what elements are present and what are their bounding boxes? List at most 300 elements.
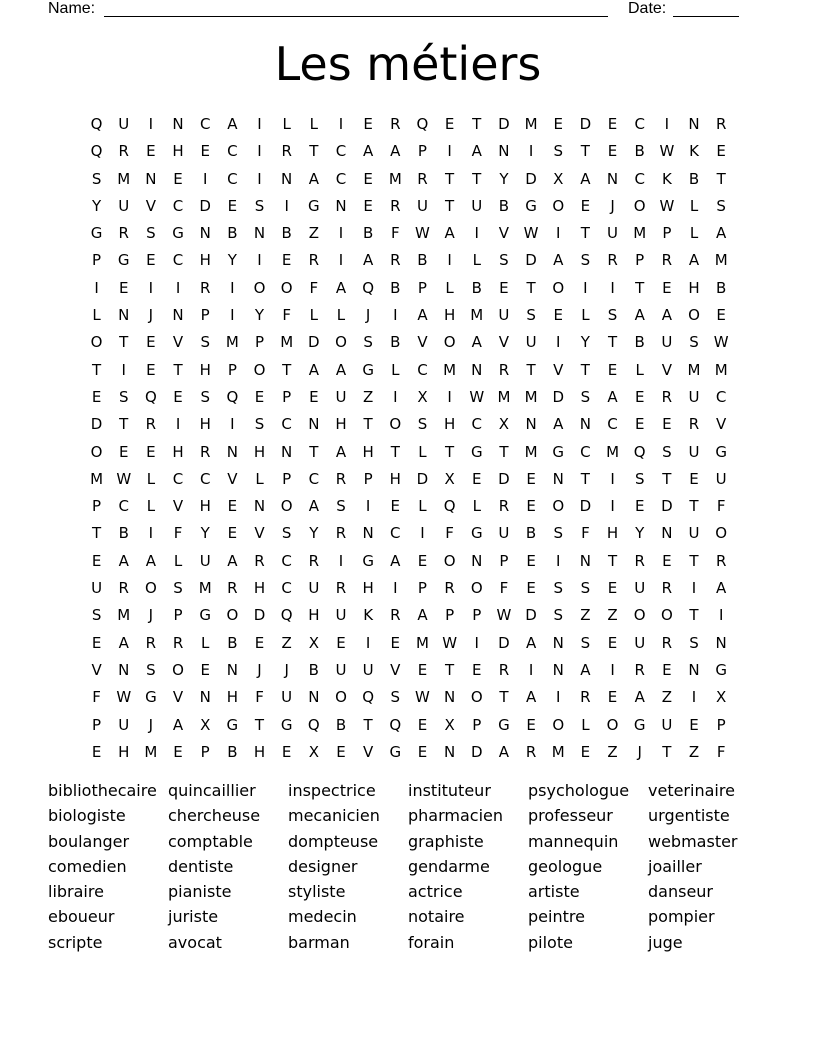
grid-cell[interactable]: E [662,415,672,434]
grid-cell[interactable]: I [610,497,615,516]
grid-cell[interactable]: R [661,633,673,652]
grid-cell[interactable]: P [417,579,427,598]
grid-cell[interactable]: S [580,251,591,270]
grid-cell[interactable]: A [525,633,537,652]
grid-cell[interactable]: M [687,360,701,379]
grid-cell[interactable]: T [445,169,455,188]
grid-cell[interactable]: E [634,387,645,406]
grid-cell[interactable]: L [173,551,183,570]
grid-cell[interactable]: C [335,142,347,161]
grid-cell[interactable]: J [610,196,615,215]
grid-cell[interactable]: I [474,633,479,652]
grid-cell[interactable]: Y [499,169,509,188]
grid-cell[interactable]: I [556,333,561,352]
grid-cell[interactable]: S [254,196,265,215]
grid-cell[interactable]: S [200,387,210,406]
grid-cell[interactable]: Y [309,524,319,543]
grid-cell[interactable]: P [173,606,183,625]
grid-cell[interactable]: H [335,415,347,434]
grid-cell[interactable]: R [634,551,645,570]
grid-cell[interactable]: S [526,306,536,325]
grid-cell[interactable]: Q [90,142,103,161]
grid-cell[interactable]: X [417,387,428,406]
grid-cell[interactable]: B [335,715,347,734]
grid-cell[interactable]: A [335,278,347,297]
grid-cell[interactable]: R [335,579,347,598]
grid-cell[interactable]: Z [308,224,319,243]
grid-cell[interactable]: S [607,306,618,325]
grid-cell[interactable]: A [471,142,482,161]
grid-cell[interactable]: W [713,333,729,352]
grid-cell[interactable]: U [281,688,293,707]
grid-cell[interactable]: G [90,224,103,243]
grid-cell[interactable]: N [199,224,211,243]
grid-cell[interactable]: A [417,306,428,325]
grid-cell[interactable]: N [199,688,211,707]
grid-cell[interactable]: E [499,278,509,297]
grid-cell[interactable]: L [201,633,210,652]
grid-cell[interactable]: D [498,469,510,488]
grid-cell[interactable]: L [472,251,481,270]
grid-cell[interactable]: L [418,497,427,516]
grid-cell[interactable]: U [118,196,130,215]
grid-cell[interactable]: W [496,606,512,625]
grid-cell[interactable]: B [308,660,319,679]
grid-cell[interactable]: A [363,142,374,161]
grid-cell[interactable]: E [146,360,156,379]
grid-cell[interactable]: L [418,442,427,461]
grid-cell[interactable]: N [471,551,483,570]
grid-cell[interactable]: S [689,633,699,652]
grid-cell[interactable]: R [145,633,157,652]
grid-cell[interactable]: N [226,442,238,461]
grid-cell[interactable]: F [499,579,509,598]
grid-cell[interactable]: U [607,224,619,243]
grid-cell[interactable]: X [308,742,319,761]
grid-cell[interactable]: T [635,278,645,297]
grid-cell[interactable]: J [148,715,154,734]
grid-cell[interactable]: M [443,360,457,379]
grid-cell[interactable]: E [607,688,618,707]
grid-cell[interactable]: H [253,742,266,761]
grid-cell[interactable]: Z [363,387,374,406]
grid-cell[interactable]: H [199,360,211,379]
grid-cell[interactable]: C [634,169,645,188]
grid-cell[interactable]: U [335,387,347,406]
grid-cell[interactable]: N [688,115,700,133]
grid-cell[interactable]: A [335,360,347,379]
grid-cell[interactable]: X [716,688,727,707]
grid-cell[interactable]: S [281,524,292,543]
grid-cell[interactable]: O [389,415,402,434]
grid-cell[interactable]: R [199,278,211,297]
grid-cell[interactable]: L [635,360,644,379]
grid-cell[interactable]: D [579,115,592,133]
grid-cell[interactable]: V [172,333,184,352]
grid-cell[interactable]: K [661,169,672,188]
grid-cell[interactable]: Y [635,524,645,543]
grid-cell[interactable]: A [688,251,700,270]
grid-cell[interactable]: T [472,169,482,188]
grid-cell[interactable]: S [118,387,129,406]
grid-cell[interactable]: E [689,469,699,488]
grid-cell[interactable]: L [472,497,481,516]
grid-cell[interactable]: F [390,224,400,243]
grid-cell[interactable]: D [552,387,565,406]
grid-cell[interactable]: O [443,551,456,570]
grid-cell[interactable]: R [335,524,347,543]
grid-cell[interactable]: N [172,115,184,133]
grid-cell[interactable]: A [390,551,401,570]
grid-cell[interactable]: B [417,251,428,270]
grid-cell[interactable]: U [416,196,428,215]
grid-cell[interactable]: F [716,497,726,516]
grid-cell[interactable]: G [633,715,646,734]
grid-cell[interactable]: W [659,142,675,161]
grid-cell[interactable]: P [472,715,482,734]
grid-cell[interactable]: S [580,579,591,598]
grid-cell[interactable]: I [202,169,208,188]
grid-cell[interactable]: I [121,360,126,379]
grid-cell[interactable]: V [172,688,184,707]
grid-cell[interactable]: C [607,415,618,434]
grid-cell[interactable]: L [146,497,156,516]
grid-cell[interactable]: E [281,251,292,270]
grid-cell[interactable]: E [227,196,238,215]
grid-cell[interactable]: G [470,442,483,461]
grid-cell[interactable]: L [445,278,454,297]
grid-cell[interactable]: O [552,715,565,734]
grid-cell[interactable]: E [363,169,373,188]
grid-cell[interactable]: Z [607,606,618,625]
grid-cell[interactable]: I [474,224,479,243]
grid-cell[interactable]: E [417,715,428,734]
grid-cell[interactable]: O [633,196,646,215]
grid-cell[interactable]: E [390,497,401,516]
grid-cell[interactable]: T [499,442,509,461]
grid-cell[interactable]: D [498,115,510,133]
grid-cell[interactable]: T [580,142,590,161]
grid-cell[interactable]: M [633,224,647,243]
grid-cell[interactable]: A [634,306,645,325]
grid-cell[interactable]: R [254,551,265,570]
grid-cell[interactable]: C [715,387,727,406]
grid-cell[interactable]: R [607,251,618,270]
grid-cell[interactable]: E [91,387,102,406]
grid-cell[interactable]: H [443,415,456,434]
grid-cell[interactable]: E [146,142,156,161]
grid-cell[interactable]: R [118,579,129,598]
grid-cell[interactable]: I [338,551,344,570]
grid-cell[interactable]: B [716,278,727,297]
grid-cell[interactable]: B [362,224,374,243]
grid-cell[interactable]: V [254,524,265,543]
grid-cell[interactable]: B [227,742,238,761]
grid-cell[interactable]: R [308,551,320,570]
grid-cell[interactable]: A [444,224,455,243]
grid-cell[interactable]: H [118,742,130,761]
grid-cell[interactable]: P [363,469,373,488]
grid-cell[interactable]: T [309,442,319,461]
grid-cell[interactable]: R [634,660,645,679]
grid-cell[interactable]: G [715,442,727,461]
grid-cell[interactable]: G [470,524,483,543]
grid-cell[interactable]: B [634,333,645,352]
grid-cell[interactable]: R [688,415,700,434]
grid-cell[interactable]: S [580,633,591,652]
grid-cell[interactable]: U [362,660,374,679]
grid-cell[interactable]: M [606,442,620,461]
grid-cell[interactable]: A [580,169,591,188]
grid-cell[interactable]: T [309,142,319,161]
grid-cell[interactable]: V [145,196,157,215]
grid-cell[interactable]: R [498,660,510,679]
grid-cell[interactable]: M [524,115,538,133]
grid-cell[interactable]: S [200,333,210,352]
grid-cell[interactable]: N [253,224,266,243]
grid-cell[interactable]: O [688,306,700,325]
grid-cell[interactable]: P [200,742,210,761]
grid-cell[interactable]: X [444,715,455,734]
grid-cell[interactable]: N [362,524,374,543]
grid-cell[interactable]: F [581,524,590,543]
grid-cell[interactable]: G [525,196,537,215]
grid-cell[interactable]: G [117,251,130,270]
grid-cell[interactable]: U [471,196,483,215]
grid-cell[interactable]: C [634,115,645,133]
grid-cell[interactable]: E [118,442,129,461]
grid-cell[interactable]: E [526,469,536,488]
grid-cell[interactable]: R [199,442,211,461]
grid-cell[interactable]: L [309,115,318,133]
grid-cell[interactable]: R [145,415,157,434]
grid-cell[interactable]: U [199,551,211,570]
grid-cell[interactable]: N [118,660,130,679]
grid-cell[interactable]: T [173,360,183,379]
grid-cell[interactable]: I [230,306,235,325]
grid-cell[interactable]: Q [307,715,320,734]
grid-cell[interactable]: N [443,688,456,707]
grid-cell[interactable]: D [579,497,592,516]
grid-cell[interactable]: H [253,579,266,598]
grid-cell[interactable]: I [610,660,615,679]
grid-cell[interactable]: G [308,196,320,215]
grid-cell[interactable]: C [471,415,482,434]
grid-cell[interactable]: I [393,387,398,406]
grid-cell[interactable]: M [714,251,728,270]
grid-cell[interactable]: E [607,360,618,379]
grid-cell[interactable]: F [309,278,319,297]
grid-cell[interactable]: D [308,333,320,352]
grid-cell[interactable]: E [553,306,563,325]
grid-cell[interactable]: L [581,715,590,734]
grid-cell[interactable]: B [281,224,292,243]
grid-cell[interactable]: N [715,633,727,652]
grid-cell[interactable]: A [417,606,428,625]
grid-cell[interactable]: N [552,660,564,679]
grid-cell[interactable]: M [551,742,565,761]
grid-cell[interactable]: N [308,688,320,707]
grid-cell[interactable]: O [280,278,293,297]
grid-cell[interactable]: A [580,660,591,679]
grid-cell[interactable]: D [498,633,510,652]
grid-cell[interactable]: R [661,251,673,270]
grid-cell[interactable]: I [365,633,371,652]
grid-cell[interactable]: E [580,742,591,761]
grid-cell[interactable]: O [470,688,483,707]
grid-cell[interactable]: B [227,633,238,652]
grid-cell[interactable]: I [691,688,697,707]
grid-cell[interactable]: G [145,688,157,707]
grid-cell[interactable]: E [716,142,726,161]
grid-cell[interactable]: A [471,333,482,352]
grid-cell[interactable]: D [525,251,537,270]
grid-cell[interactable]: E [553,115,563,133]
grid-cell[interactable]: A [308,497,319,516]
grid-cell[interactable]: D [253,606,266,625]
grid-cell[interactable]: I [148,115,154,133]
grid-cell[interactable]: Q [226,387,239,406]
grid-cell[interactable]: S [716,196,726,215]
grid-cell[interactable]: G [498,715,510,734]
grid-cell[interactable]: I [230,415,235,434]
grid-cell[interactable]: X [553,169,564,188]
grid-cell[interactable]: A [172,715,184,734]
grid-cell[interactable]: N [579,551,591,570]
grid-cell[interactable]: R [444,579,455,598]
grid-cell[interactable]: C [281,551,292,570]
grid-cell[interactable]: C [580,442,591,461]
grid-cell[interactable]: D [661,497,673,516]
grid-cell[interactable]: T [445,442,455,461]
grid-cell[interactable]: M [117,169,131,188]
grid-cell[interactable]: O [470,579,483,598]
grid-cell[interactable]: P [92,715,102,734]
grid-cell[interactable]: Q [280,606,293,625]
grid-cell[interactable]: E [444,115,455,133]
grid-cell[interactable]: S [336,497,346,516]
grid-cell[interactable]: E [526,579,536,598]
grid-cell[interactable]: T [662,469,672,488]
grid-cell[interactable]: Y [580,333,590,352]
grid-cell[interactable]: J [148,306,154,325]
grid-cell[interactable]: R [390,251,401,270]
grid-cell[interactable]: V [390,660,401,679]
grid-cell[interactable]: I [365,497,371,516]
grid-cell[interactable]: P [227,360,237,379]
grid-cell[interactable]: I [257,142,262,161]
grid-cell[interactable]: D [470,742,483,761]
grid-cell[interactable]: B [498,196,510,215]
grid-cell[interactable]: O [660,606,673,625]
grid-cell[interactable]: T [580,224,590,243]
grid-cell[interactable]: Y [200,524,210,543]
grid-cell[interactable]: U [335,606,347,625]
grid-cell[interactable]: E [390,633,401,652]
grid-cell[interactable]: U [634,579,646,598]
grid-cell[interactable]: E [607,142,618,161]
grid-cell[interactable]: U [661,715,673,734]
grid-cell[interactable]: Q [362,688,375,707]
grid-cell[interactable]: R [335,469,347,488]
grid-cell[interactable]: A [145,551,157,570]
grid-cell[interactable]: I [556,224,561,243]
grid-cell[interactable]: R [390,115,401,133]
grid-cell[interactable]: T [689,551,699,570]
grid-cell[interactable]: A [634,688,645,707]
grid-cell[interactable]: G [172,224,184,243]
grid-cell[interactable]: Q [633,442,646,461]
grid-cell[interactable]: A [227,115,238,133]
grid-cell[interactable]: T [689,606,699,625]
grid-cell[interactable]: C [335,169,347,188]
grid-cell[interactable]: E [363,115,373,133]
grid-cell[interactable]: T [472,115,482,133]
grid-cell[interactable]: Z [607,742,618,761]
grid-cell[interactable]: I [447,142,452,161]
grid-cell[interactable]: V [172,497,184,516]
grid-cell[interactable]: N [552,469,564,488]
grid-cell[interactable]: P [417,142,427,161]
grid-cell[interactable]: I [148,524,154,543]
grid-cell[interactable]: H [606,524,619,543]
grid-cell[interactable]: E [363,196,373,215]
grid-cell[interactable]: S [580,387,591,406]
grid-cell[interactable]: X [308,633,319,652]
grid-cell[interactable]: S [662,442,672,461]
grid-cell[interactable]: Z [688,742,700,761]
grid-cell[interactable]: B [634,142,645,161]
grid-cell[interactable]: E [91,551,102,570]
grid-cell[interactable]: S [417,415,428,434]
grid-cell[interactable]: F [173,524,183,543]
grid-cell[interactable]: G [199,606,212,625]
grid-cell[interactable]: E [472,660,482,679]
grid-cell[interactable]: N [688,660,700,679]
grid-cell[interactable]: W [442,633,458,652]
grid-cell[interactable]: I [718,606,724,625]
grid-cell[interactable]: G [389,742,402,761]
grid-cell[interactable]: T [254,715,265,734]
grid-cell[interactable]: T [607,333,618,352]
grid-cell[interactable]: M [524,442,538,461]
grid-cell[interactable]: J [257,660,262,679]
grid-cell[interactable]: P [445,606,455,625]
grid-cell[interactable]: E [607,115,618,133]
grid-cell[interactable]: I [175,278,181,297]
grid-cell[interactable]: W [469,387,485,406]
grid-cell[interactable]: H [199,497,211,516]
grid-cell[interactable]: N [118,306,130,325]
grid-cell[interactable]: N [606,169,619,188]
grid-cell[interactable]: H [362,442,374,461]
grid-cell[interactable]: B [390,278,401,297]
grid-cell[interactable]: R [525,742,537,761]
grid-cell[interactable]: N [281,169,293,188]
grid-cell[interactable]: C [281,579,292,598]
grid-cell[interactable]: T [91,524,102,543]
date-field[interactable] [673,16,739,17]
grid-cell[interactable]: A [308,169,319,188]
grid-cell[interactable]: U [498,306,510,325]
grid-cell[interactable]: O [443,333,456,352]
grid-cell[interactable]: E [281,742,292,761]
grid-cell[interactable]: I [393,579,398,598]
grid-cell[interactable]: S [634,469,645,488]
grid-cell[interactable]: P [200,306,210,325]
grid-cell[interactable]: J [148,606,154,625]
grid-cell[interactable]: O [715,524,728,543]
